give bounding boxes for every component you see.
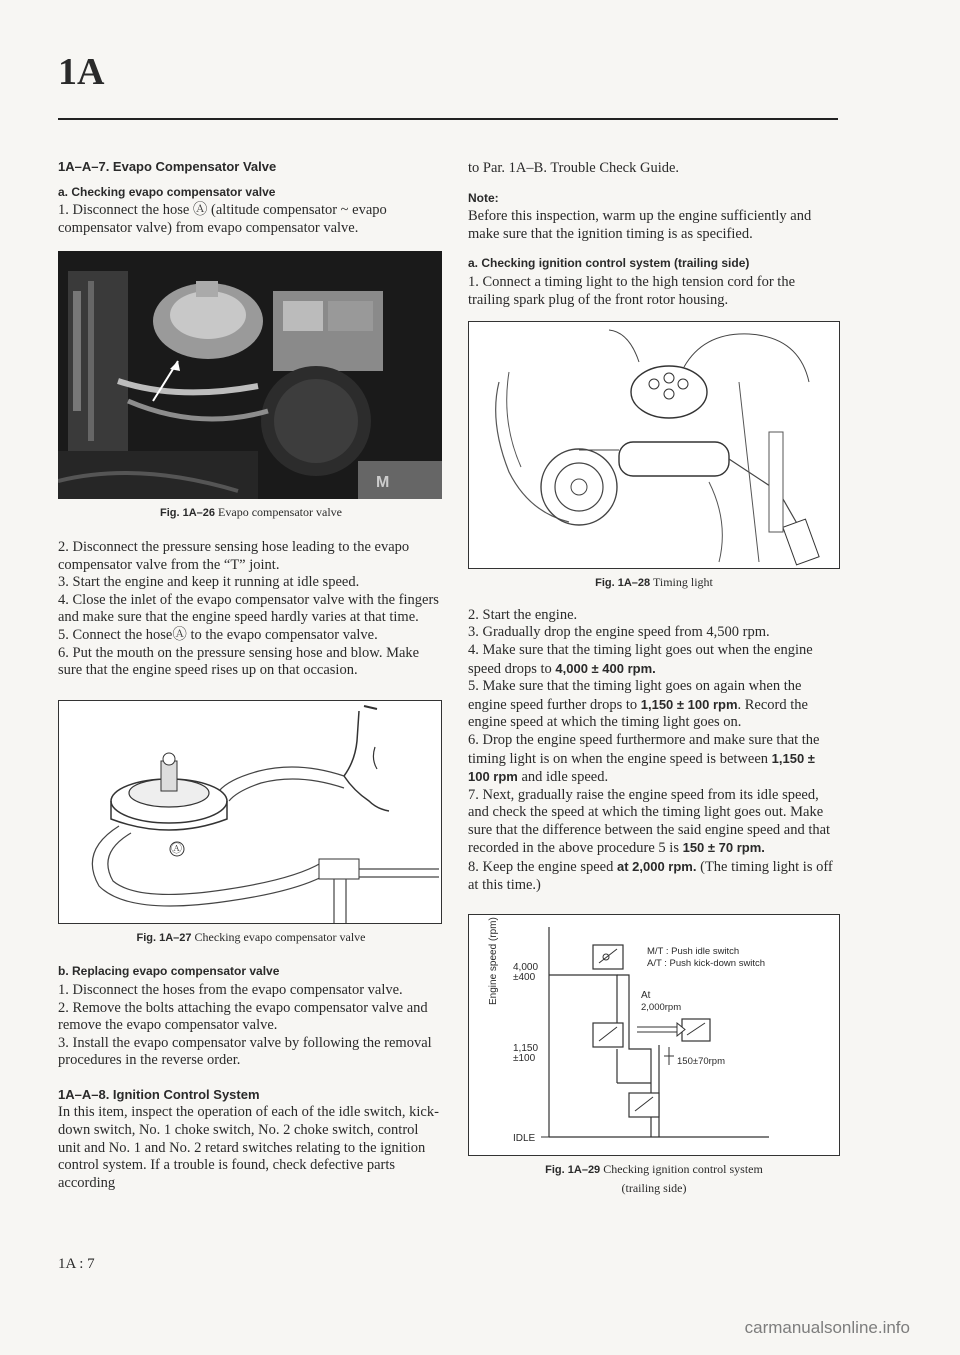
tick-idle: IDLE [513, 1133, 536, 1145]
step-b1: 1. Disconnect the hoses from the evapo compensator valve. [58, 981, 403, 998]
step-ign-6-text: 6. Drop the engine speed furthermore and make sure that the timing light is on when the engine speed is between [468, 731, 820, 767]
fig29-caption-2: (trailing side) [621, 1180, 687, 1195]
step-ign-3: 3. Gradually drop the engine speed from 4,500 rpm. [468, 624, 770, 641]
step-a2: 2. Disconnect the pressure sensing hose leading to the evapo compensator valve from the “T” joint. [58, 538, 410, 573]
fig28-text: Timing light [652, 575, 713, 590]
chapter-heading: 1A [58, 51, 105, 93]
subsection-a-title: a. Checking evapo compensator valve [58, 184, 276, 199]
section-title-7: 1A–A–7. Evapo Compensator Valve [58, 159, 277, 174]
step-ign-8-tail: (The timing light is off at this time.) [468, 859, 833, 893]
fig29-caption [468, 1161, 840, 1180]
step-ign-5-tail: . Record the engine speed at which the timing light goes on. [468, 696, 808, 731]
section-8-intro: In this item, inspect the operation of each of the idle switch, kick-down switch, No. 1 choke switch, No. 2 choke switch, control unit and No. 1 and No. 2 retard switches relating to the ignition control system. If a trouble is found, check defective parts according [58, 1104, 439, 1191]
step-a1: 1. Disconnect the hose Ⓐ (altitude compensator ~ evapo compensator valve) from evapo compensator valve. [58, 202, 387, 236]
step-ign-5 [468, 678, 840, 732]
step-ign-6 [468, 732, 840, 787]
timing-light-drawing [469, 322, 839, 568]
fig26-number: Fig. 1A–26 [160, 507, 216, 520]
subsection-ignition-a-title: a. Checking ignition control system (trailing side) [468, 256, 750, 271]
page-number: 1A : 7 [58, 1256, 95, 1272]
step-ign-7-text: 7. Next, gradually raise the engine speed from its idle speed, and check the speed at which the timing light goes out. Make sure that the difference between the said engine speed and that recorded in the above procedure 5 is [468, 786, 831, 857]
step-ign-7-value: 150 ± 70 rpm. [682, 840, 765, 856]
tick-4000: 4,000 [513, 962, 539, 974]
fig26-text: Evapo compensator valve [218, 505, 342, 520]
step-ign-4-text: 4. Make sure that the timing light goes out when the engine speed drops to [468, 641, 813, 677]
at-text: At [641, 990, 651, 1002]
fig29-text: Checking ignition control system [603, 1162, 763, 1177]
engine-photo-image [58, 251, 442, 499]
step-ign-8-value: at 2,000 rpm. [616, 859, 697, 875]
step-ign-5-text: 5. Make sure that the timing light goes on again when the engine speed further drops to [468, 678, 802, 713]
step-ign-8 [468, 858, 840, 894]
svg-text:M: M [376, 474, 390, 492]
step-a5: 5. Connect the hoseⒶ to the evapo compensator valve. [58, 626, 378, 643]
left-column [58, 158, 444, 1192]
tick-1150-tol: ±100 [513, 1053, 536, 1065]
fig27-hose-label: Ⓐ [171, 842, 182, 855]
fig29-number: Fig. 1A–29 [545, 1164, 601, 1177]
rpm-2000-label: 2,000rpm [641, 1002, 682, 1014]
step-b2: 2. Remove the bolts attaching the evapo compensator valve and remove the evapo compensator valve. [58, 999, 428, 1034]
fig29-diagram [468, 914, 840, 1156]
step-a3: 3. Start the engine and keep it running at idle speed. [58, 574, 360, 591]
section-title-8: 1A–A–8. Ignition Control System [58, 1086, 260, 1102]
step-ign-5-value: 1,150 ± 100 rpm [640, 696, 738, 712]
blow-test-drawing [59, 701, 441, 923]
subsection-b-title: b. Replacing evapo compensator valve [58, 964, 280, 979]
step-ign-2: 2. Start the engine. [468, 606, 578, 623]
step-ign-7 [468, 787, 840, 858]
header-rule [58, 118, 838, 120]
step-ign-6-tail: and idle speed. [517, 769, 609, 786]
step-a6: 6. Put the mouth on the pressure sensing hose and blow. Make sure that the engine speed rises up on that occasion. [58, 644, 420, 679]
note-text: Before this inspection, warm up the engine sufficiently and make sure that the ignition timing is as specified. [468, 208, 812, 242]
fig28-illustration [468, 321, 840, 569]
fig26-caption [58, 504, 444, 523]
step-ign-4 [468, 642, 840, 678]
tick-4000-tol: ±400 [513, 972, 536, 984]
right-column [468, 160, 840, 1197]
fig28-number: Fig. 1A–28 [595, 577, 651, 590]
fig28-caption [468, 574, 840, 593]
step-b3: 3. Install the evapo compensator valve by following the removal procedures in the reverse order. [58, 1034, 432, 1069]
watermark: carmanualsonline.info [744, 1318, 910, 1337]
fig27-text: Checking evapo compensator valve [194, 929, 366, 944]
evapo-valve-photo [58, 251, 442, 499]
diff-label: 150±70rpm [677, 1056, 725, 1068]
step-ign-4-value: 4,000 ± 400 rpm. [555, 660, 656, 676]
at-label: A/T : Push kick-down switch [647, 958, 766, 970]
diagram-y-label: Engine speed (rpm) [488, 917, 499, 1006]
fig27-number: Fig. 1A–27 [136, 931, 192, 944]
note-title: Note: [468, 190, 499, 205]
step-a4: 4. Close the inlet of the evapo compensator valve with the fingers and make sure that the engine speed hardly varies at that time. [58, 591, 439, 626]
fig27-caption [58, 929, 444, 948]
fig27-illustration [58, 700, 442, 924]
step-ign-6-value: 1,150 ± 100 rpm [468, 750, 815, 785]
tick-1150: 1,150 [513, 1043, 539, 1055]
step-ign-1: 1. Connect a timing light to the high tension cord for the trailing spark plug of the front rotor housing. [468, 273, 796, 308]
continued-text: to Par. 1A–B. Trouble Check Guide. [468, 160, 680, 176]
step-ign-8-text: 8. Keep the engine speed [468, 859, 617, 876]
mt-label: M/T : Push idle switch [647, 946, 740, 958]
